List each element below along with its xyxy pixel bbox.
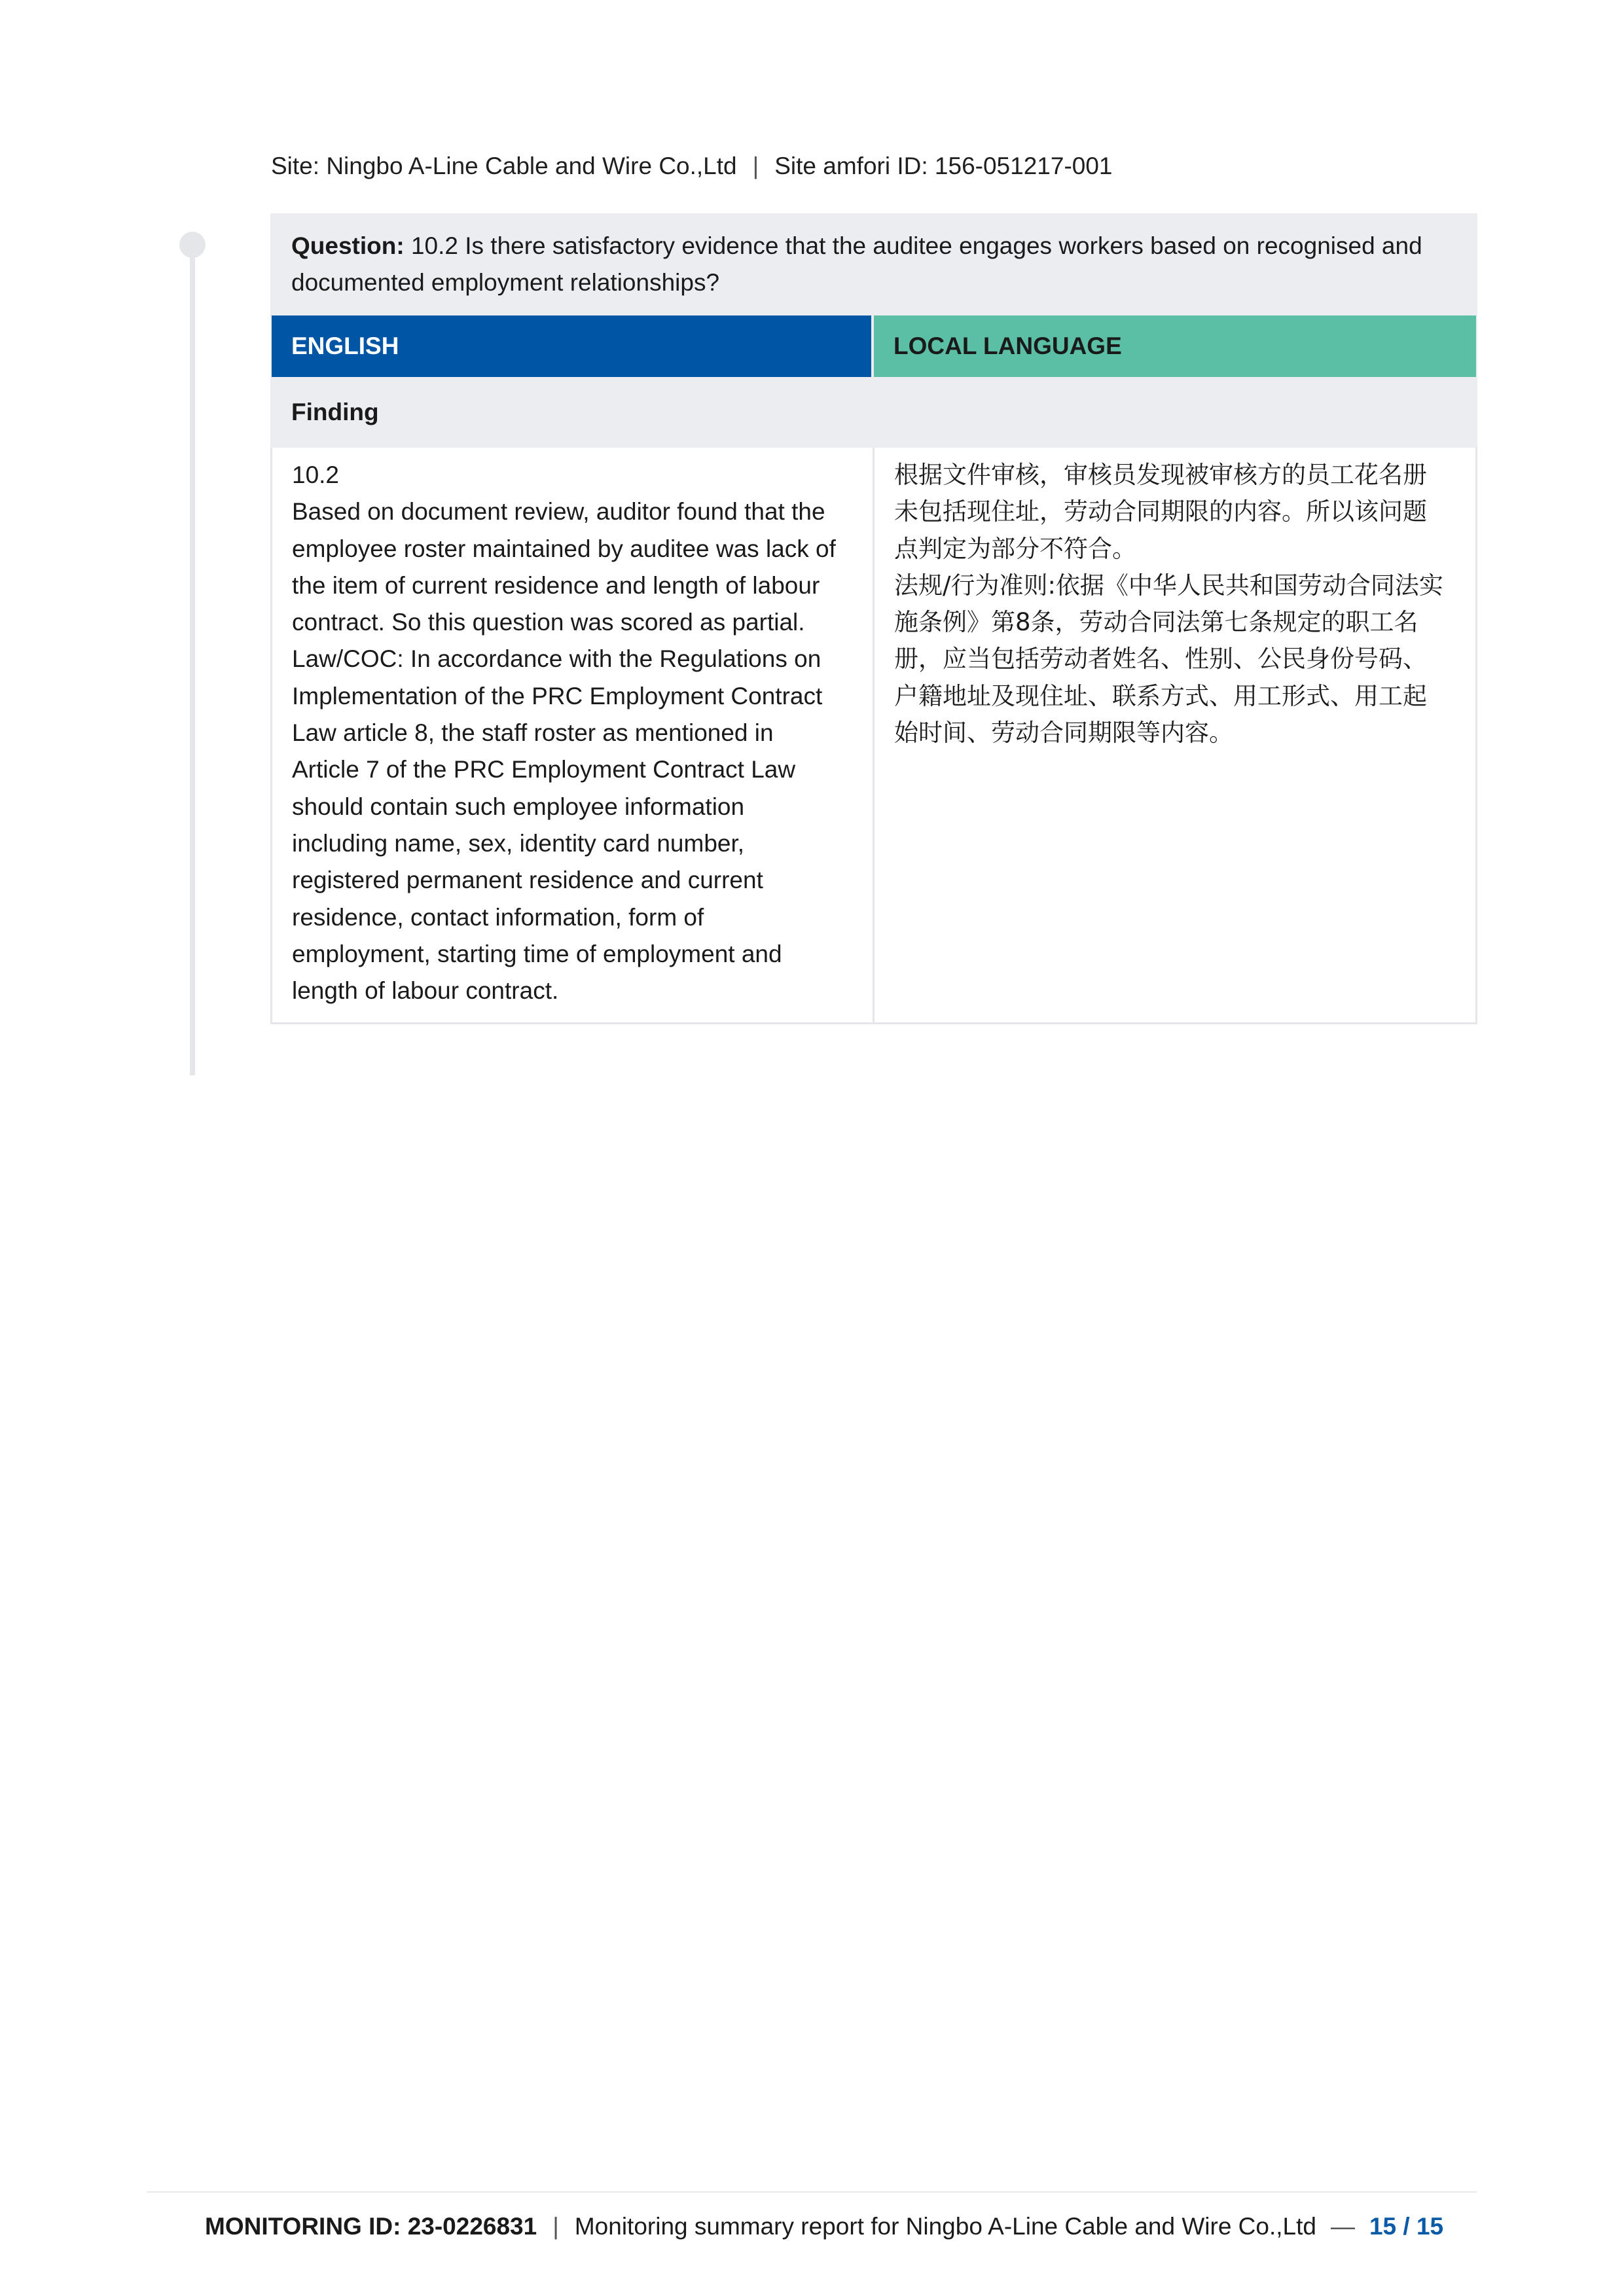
page-footer xyxy=(205,2208,1477,2245)
finding-local-text: 根据文件审核，审核员发现被审核方的员工花名册 未包括现住址，劳动合同期限的内容。所以该问题 点判定为部分不符合。 法规/行为准则:依据《中华人民共和国劳动合同法实 施条例》第8条，劳动合同法第七条规定的职工名 册，应当包括劳动者姓名、性别、公民身份号码、 户籍地址及现住址、联系方式、用工形式、用工起 始时间、劳动合同期限等内容。 xyxy=(894,461,1443,747)
site-amfori-id: Site amfori ID: 156-051217-001 xyxy=(774,152,1113,179)
monitoring-id: MONITORING ID: 23-0226831 xyxy=(205,2213,537,2240)
english-column-header: ENGLISH xyxy=(272,315,871,377)
page-number: 15 / 15 xyxy=(1369,2213,1444,2240)
timeline-dot xyxy=(179,232,206,258)
finding-body xyxy=(270,448,1477,1024)
question-label: Question: xyxy=(291,232,405,259)
question-box xyxy=(270,213,1477,313)
footer-separator: | xyxy=(552,2213,559,2240)
finding-english-text: 10.2 Based on document review, auditor found that the employee roster maintained by auditee was lack of the item of current residence and length of labour contract. So this question was scored as partial. Law/COC: In accordance with the Regulations on Implementation of the PRC Employment Contract Law article 8, the staff roster as mentioned in Article 7 of the PRC Employment Contract Law should contain such employee information including name, sex, identity card number, registered permanent residence and current residence, contact information, form of employment, starting time of employment and length of labour contract. xyxy=(272,448,875,1022)
site-name: Site: Ningbo A-Line Cable and Wire Co.,Ltd xyxy=(271,152,737,179)
report-title: Monitoring summary report for Ningbo A-Line Cable and Wire Co.,Ltd xyxy=(574,2213,1316,2240)
language-header-row xyxy=(270,313,1477,377)
footer-dash: — xyxy=(1330,2213,1355,2240)
question-card xyxy=(270,213,1477,1024)
question-text: 10.2 Is there satisfactory evidence that the auditee engages workers based on recognised and documented employment relationships? xyxy=(291,232,1422,296)
local-language-column-header: LOCAL LANGUAGE xyxy=(874,315,1476,377)
finding-section-title: Finding xyxy=(270,377,1477,448)
site-header xyxy=(271,148,1113,185)
header-separator: | xyxy=(752,152,759,179)
timeline-line xyxy=(190,239,195,1075)
footer-divider xyxy=(147,2191,1477,2193)
